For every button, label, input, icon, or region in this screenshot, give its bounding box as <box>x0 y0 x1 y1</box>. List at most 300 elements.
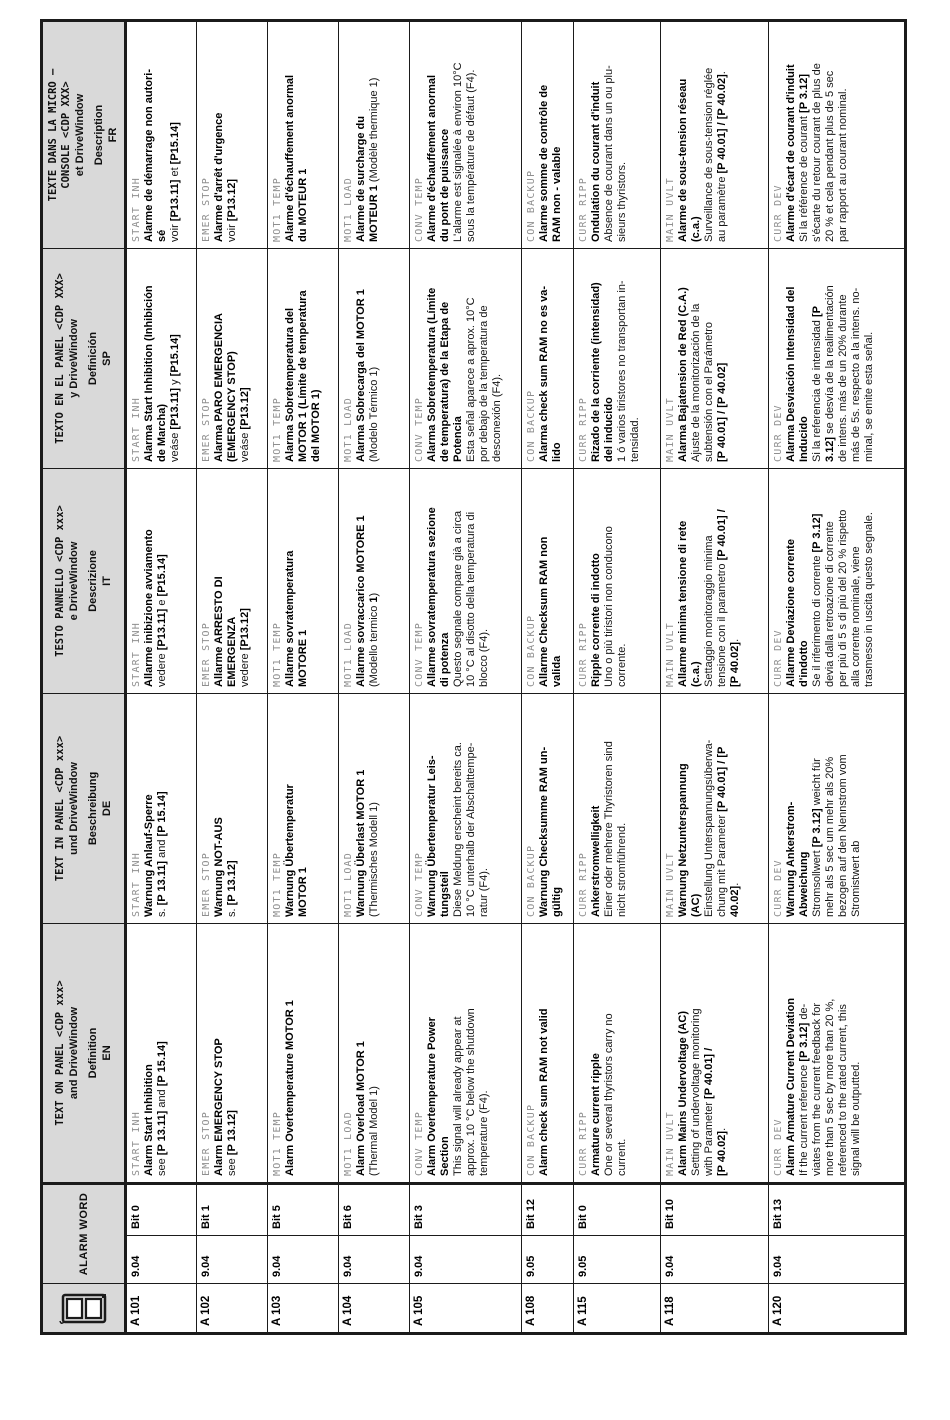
text-line: 1 ó varios tiristores no transportan in- <box>616 280 628 462</box>
alarm-word-cell <box>126 1236 197 1284</box>
cell-a103-en <box>268 923 339 1183</box>
text-line: tungsteil <box>439 871 451 917</box>
alarm-bit-cell <box>126 1183 197 1235</box>
header-title: TEXT IN PANEL <CDP xxx> <box>53 735 66 882</box>
text-line: (AC) <box>690 893 702 917</box>
text-line: Alarme d'échauffement anormal <box>426 74 438 242</box>
cell-a104-fr <box>339 20 410 248</box>
text-line: veáse [P13.12] <box>239 387 251 462</box>
alarm-word-cell <box>339 1236 410 1284</box>
alarm-word-cell <box>574 1236 661 1284</box>
panel-display-text: CON BACKUP <box>526 389 537 462</box>
text-line: (Modelo Térmico 1) <box>368 366 380 462</box>
cell-a108-it <box>522 468 574 693</box>
text-line: Esta señal aparece a aprox. 10°C <box>465 297 477 462</box>
text-line: Ripple corrente di indotto <box>590 553 602 687</box>
alarm-word-value: 9.04 <box>342 1255 354 1277</box>
text-line: valida <box>551 655 563 687</box>
panel-display-text: CON BACKUP <box>526 169 537 242</box>
alarm-row-a115 <box>574 20 661 1333</box>
text-line: 10 °C al disotto della temperatura di <box>465 511 477 687</box>
text-line: Alarma check sum RAM no es va- <box>538 285 550 462</box>
alarm-word-label: ALARM WORD <box>77 1192 90 1276</box>
panel-display-text: CON BACKUP <box>526 614 537 687</box>
text-line: Alarme de surcharge du <box>355 116 367 242</box>
text-line: Uno o più tiristori non conducono <box>603 526 615 687</box>
panel-display-text: START INH <box>131 176 142 242</box>
text-line: Allarme minima tensione di rete <box>677 520 689 687</box>
alarm-row-a102 <box>197 20 268 1333</box>
panel-display-text: MOT1 TEMP <box>272 176 283 242</box>
cell-a105-it <box>410 468 522 693</box>
panel-display-text: MOT1 LOAD <box>343 621 354 687</box>
header-label: Beschreibung <box>86 771 99 846</box>
panel-display-text: MOT1 TEMP <box>272 1110 283 1176</box>
alarm-code-cell <box>522 1284 574 1334</box>
text-line: 10 °C unterhalb der Abschalttempe- <box>465 742 477 917</box>
text-line: desconexión (F4). <box>491 373 503 462</box>
cell-a102-sp <box>197 248 268 468</box>
alarm-word-value: 9.05 <box>577 1255 589 1277</box>
text-line: ratur (F4). <box>478 868 490 917</box>
text-line: L'alarme est signalée à environ 10°C <box>452 62 464 242</box>
text-line: Alarma Desviación Intensidad del <box>785 286 797 462</box>
cell-a115-it <box>574 468 661 693</box>
panel-display-text: CURR RIPP <box>578 1110 589 1176</box>
text-line: Alarma Bajatension de Red (C.A.) <box>677 287 689 462</box>
text-line: s. [P 13.11] and [P 15.14] <box>156 791 168 917</box>
cell-a108-en <box>522 923 574 1183</box>
alarm-bit-value: Bit 6 <box>342 1205 354 1229</box>
header-label: Definición <box>86 331 99 386</box>
header-de <box>42 693 126 923</box>
text-line: see [P 13.11] and [P 15.14] <box>156 1041 168 1176</box>
text-line: Warnung Übertemperatur Leis- <box>426 755 438 917</box>
text-line: vedere [P13.11] e [P15.14] <box>156 554 168 687</box>
panel-display-text: CURR DEV <box>773 859 784 917</box>
text-line: Alarma Start Inhibition (Inhibición <box>143 285 155 462</box>
header-en <box>42 923 126 1183</box>
text-line: Setting of undervoltage monitoring <box>690 1008 702 1176</box>
text-line: signal will be outputted. <box>850 1061 862 1176</box>
alarm-code: A 115 <box>577 1296 589 1326</box>
alarm-word-value: 9.04 <box>130 1255 142 1277</box>
cell-a115-fr <box>574 20 661 248</box>
cell-a103-sp <box>268 248 339 468</box>
alarm-row-a120 <box>769 20 906 1333</box>
alarm-row-a103 <box>268 20 339 1333</box>
panel-display-text: MAIN UVLT <box>665 851 676 917</box>
text-line: Alarm Armature Current Deviation <box>785 997 797 1176</box>
text-line: Warnung Netzunterspannung <box>677 763 689 917</box>
alarm-code: A 104 <box>342 1295 354 1326</box>
text-line: voir [P13.12] <box>226 179 238 242</box>
panel-display-text: CONV TEMP <box>414 176 425 242</box>
cell-a118-de <box>661 693 769 923</box>
text-line: Rizado de la corriente (intensidad) <box>590 282 602 462</box>
cell-a118-en <box>661 923 769 1183</box>
cell-a105-en <box>410 923 522 1183</box>
text-line: di potenza <box>439 632 451 687</box>
text-line: EMERGENZA <box>226 616 238 687</box>
text-line: de intens. más de un 20% durante <box>837 294 849 462</box>
cell-a108-sp <box>522 248 574 468</box>
panel-display-text: START INH <box>131 1110 142 1176</box>
text-line: Stromsollwert [P 3.12] weicht für <box>811 758 823 917</box>
alarm-bit-cell <box>769 1183 906 1235</box>
alarm-bit-cell <box>661 1183 769 1235</box>
text-line: Warnung Anlauf-Sperre <box>143 794 155 917</box>
text-line: Allarme Checksum RAM non <box>538 536 550 687</box>
cell-a118-it <box>661 468 769 693</box>
text-line: Warnung Übertemperatur <box>284 784 296 917</box>
text-line: Si la référence de courant [P 3.12] <box>798 74 810 242</box>
cell-a102-en <box>197 923 268 1183</box>
alarm-word-cell <box>197 1236 268 1284</box>
header-label: Description <box>93 104 105 166</box>
cell-a101-en <box>126 923 197 1183</box>
text-line: Alarme somme de contrôle de <box>538 84 550 242</box>
text-line: del MOTOR 1) <box>310 389 322 462</box>
text-line: (Thermal Model 1) <box>368 1086 380 1176</box>
alarm-bit-value: Bit 0 <box>577 1205 589 1229</box>
text-line: current. <box>616 1138 628 1176</box>
panel-display-text: CON BACKUP <box>526 1103 537 1176</box>
text-line: viates from the current feedback for <box>811 1002 823 1176</box>
panel-display-text: CONV TEMP <box>414 851 425 917</box>
text-line: Alarma Sobretemperatura (Límite <box>426 287 438 462</box>
alarm-code: A 101 <box>130 1295 142 1326</box>
text-line: Alarme de sous-tension réseau <box>677 78 689 242</box>
text-line: Alarm Overload MOTOR 1 <box>355 1041 367 1176</box>
cell-a120-fr <box>769 20 906 248</box>
alarm-word-value: 9.04 <box>271 1255 283 1277</box>
alarm-code-cell <box>410 1284 522 1334</box>
text-line: Alarme de démarrage non autori- <box>143 68 155 242</box>
header-title: TEXTE DANS LA MICRO – <box>47 68 59 202</box>
text-line: Questo segnale compare già a circa <box>452 510 464 687</box>
cell-a102-de <box>197 693 268 923</box>
alarm-bit-value: Bit 13 <box>772 1199 784 1229</box>
alarm-code: A 103 <box>271 1295 283 1326</box>
text-line: veáse [P13.11] y [P15.14] <box>169 334 181 462</box>
text-line: del inducido <box>603 397 615 462</box>
cell-a101-sp <box>126 248 197 468</box>
text-line: Alarm Overtemperature MOTOR 1 <box>284 1000 296 1176</box>
alarm-code-cell <box>574 1284 661 1334</box>
text-line: Einstellung Unterspannungsüberwa- <box>703 739 715 917</box>
text-line: Si la referencia de intensidad [P <box>811 306 823 462</box>
alarm-word-value: 9.05 <box>525 1255 537 1277</box>
text-line: Alarm Mains Undervoltage (AC) <box>677 1010 689 1176</box>
cell-a103-de <box>268 693 339 923</box>
panel-display-text: MOT1 TEMP <box>272 851 283 917</box>
header-title: CONSOLE <CDP XXX> <box>60 81 72 189</box>
alarm-code: A 118 <box>664 1296 676 1326</box>
header-sp <box>42 248 126 468</box>
text-line: see [P 13.12] <box>226 1110 238 1176</box>
text-line: Alarm EMERGENCY STOP <box>213 1038 225 1176</box>
text-line: gültig <box>551 887 563 917</box>
header-title: TEXTO EN EL PANEL <CDP XXX> <box>53 273 66 444</box>
text-line: nicht stromführend. <box>616 822 628 917</box>
panel-display-text: MOT1 LOAD <box>343 396 354 462</box>
text-line: Ondulation du courant d'induit <box>590 81 602 242</box>
text-line: lido <box>551 442 563 462</box>
text-line: [P 40.01] / [P 40.02] <box>716 362 728 462</box>
alarm-word-value: 9.04 <box>200 1255 212 1277</box>
text-line: und DriveWindow <box>67 762 80 855</box>
alarm-bit-cell <box>522 1183 574 1235</box>
alarm-code: A 105 <box>413 1295 425 1326</box>
text-line: Settaggio monitoraggio minima <box>703 535 715 687</box>
cell-a104-en <box>339 923 410 1183</box>
cell-a118-sp <box>661 248 769 468</box>
header-lang-code: DE <box>100 800 113 817</box>
panel-display-text: CURR RIPP <box>578 396 589 462</box>
alarm-bit-value: Bit 1 <box>200 1205 212 1229</box>
cell-a118-fr <box>661 20 769 248</box>
text-line: temperature (F4). <box>478 1090 490 1176</box>
alarm-code-cell <box>769 1284 906 1334</box>
panel-display-text: MOT1 LOAD <box>343 176 354 242</box>
panel-display-text: MOT1 LOAD <box>343 1110 354 1176</box>
cell-a104-it <box>339 468 410 693</box>
header-title: TEXT ON PANEL <CDP xxx> <box>53 980 66 1126</box>
text-line: MOTORE 1 <box>297 629 309 687</box>
header-lang-code: FR <box>107 127 119 143</box>
cell-a108-de <box>522 693 574 923</box>
panel-display-text: CONV TEMP <box>414 1110 425 1176</box>
text-line: y DriveWindow <box>67 319 80 398</box>
text-line: Alarm Start Inhibition <box>143 1064 155 1176</box>
text-line: If the current reference [P 3.12] de- <box>798 1003 810 1176</box>
alarm-code-table <box>40 19 907 1335</box>
text-line: devia dalla retroazione di corrente <box>824 521 836 687</box>
text-line: Stromistwert ab <box>850 840 862 917</box>
header-title: TESTO PANNELLO <CDP xxx> <box>53 505 66 657</box>
text-line: Allarme Deviazione corrente <box>785 539 797 687</box>
header-lang-code: IT <box>100 576 113 586</box>
alarm-bit-cell <box>197 1183 268 1235</box>
cell-a120-it <box>769 468 906 693</box>
alarm-row-a118 <box>661 20 769 1333</box>
text-line: Potencia <box>452 416 464 462</box>
alarm-word-cell <box>268 1236 339 1284</box>
header-label: Definition <box>86 1027 99 1079</box>
panel-display-text: EMER STOP <box>201 176 212 242</box>
text-line: chung mit Parameter [P 40.01] / [P <box>716 746 728 917</box>
text-line: Alarme d'écart de courant d'induit <box>785 64 797 242</box>
panel-display-text: CURR DEV <box>773 404 784 462</box>
cell-a120-en <box>769 923 906 1183</box>
alarm-word-cell <box>522 1236 574 1284</box>
text-line: Warnung Überlast MOTOR 1 <box>355 769 367 917</box>
cell-a120-sp <box>769 248 906 468</box>
text-line: Alarm check sum RAM not valid <box>538 1008 550 1176</box>
text-line: blocco (F4). <box>478 628 490 687</box>
alarm-word-cell <box>661 1236 769 1284</box>
header-it <box>42 468 126 693</box>
text-line: Warnung Ankerstrom- <box>785 801 797 917</box>
alarm-code-cell <box>126 1284 197 1334</box>
text-line: Alarma Sobretemperatura del <box>284 307 296 462</box>
cell-a108-fr <box>522 20 574 248</box>
text-line: Allarme ARRESTO DI <box>213 576 225 687</box>
panel-display-text: MAIN UVLT <box>665 176 676 242</box>
text-line: Inducido <box>798 416 810 462</box>
panel-display-text: CURR RIPP <box>578 621 589 687</box>
alarm-bit-value: Bit 3 <box>413 1205 425 1229</box>
text-line: por debajo de la temperatura de <box>478 305 490 462</box>
text-line: Warnung Checksumme RAM un- <box>538 746 550 917</box>
text-line: Alarma Sobrecarga del MOTOR 1 <box>355 289 367 462</box>
cell-a120-de <box>769 693 906 923</box>
text-line: (EMERGENCY STOP) <box>226 351 238 462</box>
rotated-table-container <box>40 22 904 1335</box>
text-line: [P 40.02]. <box>716 1127 728 1176</box>
panel-display-text: CURR DEV <box>773 629 784 687</box>
text-line: Alarme d'échauffement anormal <box>284 74 296 242</box>
alarm-code-cell <box>268 1284 339 1334</box>
alarm-bit-value: Bit 0 <box>130 1205 142 1229</box>
panel-display-text: START INH <box>131 621 142 687</box>
cell-a102-it <box>197 468 268 693</box>
text-line: alla corrente nominale, viene <box>850 546 862 687</box>
panel-display-text: MAIN UVLT <box>665 621 676 687</box>
alarm-code-cell <box>339 1284 410 1334</box>
panel-display-text: EMER STOP <box>201 396 212 462</box>
alarm-row-a105 <box>410 20 522 1333</box>
text-line: Allarme sovratemperatura sezione <box>426 507 438 687</box>
text-line: Ankerstromwelligkeit <box>590 805 602 917</box>
cell-a105-sp <box>410 248 522 468</box>
text-line: Alarme d'arrêt d'urgence <box>213 112 225 242</box>
alarm-bit-cell <box>410 1183 522 1235</box>
text-line: (c.a.) <box>690 216 702 242</box>
text-line: 40.02]. <box>729 882 741 917</box>
cell-a103-it <box>268 468 339 693</box>
text-line: MOTOR 1 <box>297 867 309 917</box>
alarm-word-header <box>42 1183 126 1283</box>
text-line: s. [P 13.12] <box>226 860 238 917</box>
text-line: Allarme inibizione avviamento <box>143 529 155 687</box>
alarm-word-value: 9.04 <box>664 1255 676 1277</box>
text-line: (c.a.) <box>690 661 702 687</box>
alarm-word-cell <box>410 1236 522 1284</box>
text-line: s'écarte du retour courant de plus de <box>811 63 823 242</box>
text-line: e DriveWindow <box>67 541 80 621</box>
text-line: sous la température de défaut (F4). <box>465 69 477 242</box>
panel-display-text: CONV TEMP <box>414 396 425 462</box>
text-line: referenced to the rated current, this <box>837 1004 849 1176</box>
alarm-bit-value: Bit 10 <box>664 1199 676 1229</box>
alarm-row-a101 <box>126 20 197 1333</box>
text-line: du pont de puissance <box>439 128 451 242</box>
panel-display-text: MAIN UVLT <box>665 396 676 462</box>
panel-display-text: CURR DEV <box>773 184 784 242</box>
text-line: tensidad. <box>629 417 641 462</box>
alarm-word-value: 9.04 <box>772 1255 784 1277</box>
cell-a115-en <box>574 923 661 1183</box>
cell-a103-fr <box>268 20 339 248</box>
text-line: 3.12] se desvía de la realimentación <box>824 285 836 462</box>
text-line: One or several thyristors carry no <box>603 1013 615 1176</box>
panel-display-text: MOT1 TEMP <box>272 621 283 687</box>
alarm-code-cell <box>197 1284 268 1334</box>
text-line: du MOTEUR 1 <box>297 168 309 242</box>
alarm-code: A 120 <box>772 1295 784 1326</box>
text-line: Allarme sovratemperatura <box>284 550 296 687</box>
cell-a115-sp <box>574 248 661 468</box>
header-fr <box>42 20 126 248</box>
panel-display-text: CURR RIPP <box>578 176 589 242</box>
cell-a101-de <box>126 693 197 923</box>
text-line: (Modello termico 1) <box>368 592 380 687</box>
text-line: au paramètre [P 40.01] / [P 40.02]. <box>716 71 728 242</box>
text-line: tensione con il parametro [P 40.01] / <box>716 509 728 687</box>
text-line: Se il riferimento di corrente [P 3.12] <box>811 513 823 687</box>
header-lang-code: SP <box>100 351 113 366</box>
text-line: This signal will already appear at <box>452 1016 464 1176</box>
text-line: Diese Meldung erscheint bereits ca. <box>452 742 464 917</box>
header-lang-code: EN <box>100 1045 113 1061</box>
alarm-code: A 108 <box>525 1295 537 1326</box>
cell-a102-fr <box>197 20 268 248</box>
text-line: par rapport au courant nominal. <box>837 88 849 242</box>
panel-display-text: MOT1 TEMP <box>272 396 283 462</box>
panel-display-text: EMER STOP <box>201 851 212 917</box>
cell-a115-de <box>574 693 661 923</box>
text-line: Alarma PARO EMERGENCIA <box>213 313 225 462</box>
text-line: Allarme sovraccarico MOTORE 1 <box>355 515 367 687</box>
text-line: Armature current ripple <box>590 1053 602 1176</box>
text-line: [P 40.02]. <box>729 638 741 687</box>
text-line: bezogen auf den Nennstrom vom <box>837 754 849 917</box>
text-line: approx. 10 °C below the shutdown <box>465 1008 477 1176</box>
text-line: vedere [P13.12] <box>239 608 251 687</box>
alarm-word-cell <box>769 1236 906 1284</box>
text-line: Absence de courant dans un ou plu- <box>603 65 615 242</box>
text-line: Warnung NOT-AUS <box>213 817 225 917</box>
text-line: MOTOR 1 (Límite de temperatura <box>297 290 309 462</box>
text-line: Surveillance de sous-tension réglée <box>703 67 715 242</box>
panel-display-text: CONV TEMP <box>414 621 425 687</box>
text-line: with Parameter [P 40.01] / <box>703 1047 715 1176</box>
text-line: Alarm Overtemperature Power <box>426 1017 438 1176</box>
panel-display-text: MAIN UVLT <box>665 1110 676 1176</box>
panel-display-text: CURR DEV <box>773 1118 784 1176</box>
text-line: de Marcha) <box>156 403 168 462</box>
panel-display-text: MOT1 LOAD <box>343 851 354 917</box>
text-line: Einer oder mehrere Thyristoren sind <box>603 741 615 917</box>
header-label: Descrizione <box>86 550 99 612</box>
text-line: minal, se emite esta señal. <box>863 331 875 462</box>
panel-display-text: CON BACKUP <box>526 844 537 917</box>
text-line: et DriveWindow <box>74 93 86 177</box>
alarm-code: A 102 <box>200 1295 212 1326</box>
text-line: RAM non - valable <box>551 146 563 242</box>
text-line: Section <box>439 1136 451 1176</box>
text-line: sieurs thyristors. <box>616 161 628 242</box>
alarm-code-cell <box>661 1284 769 1334</box>
panel-display-text: START INH <box>131 851 142 917</box>
text-line: subtensión con el Parámetro <box>703 321 715 462</box>
alarm-bit-cell <box>574 1183 661 1235</box>
text-line: Ajuste de la monitorización de la <box>690 303 702 462</box>
text-line: mehr als 5 sec um mehr als 20% <box>824 756 836 917</box>
text-line: per più di 5 s di più del 20 % rispetto <box>837 509 849 687</box>
